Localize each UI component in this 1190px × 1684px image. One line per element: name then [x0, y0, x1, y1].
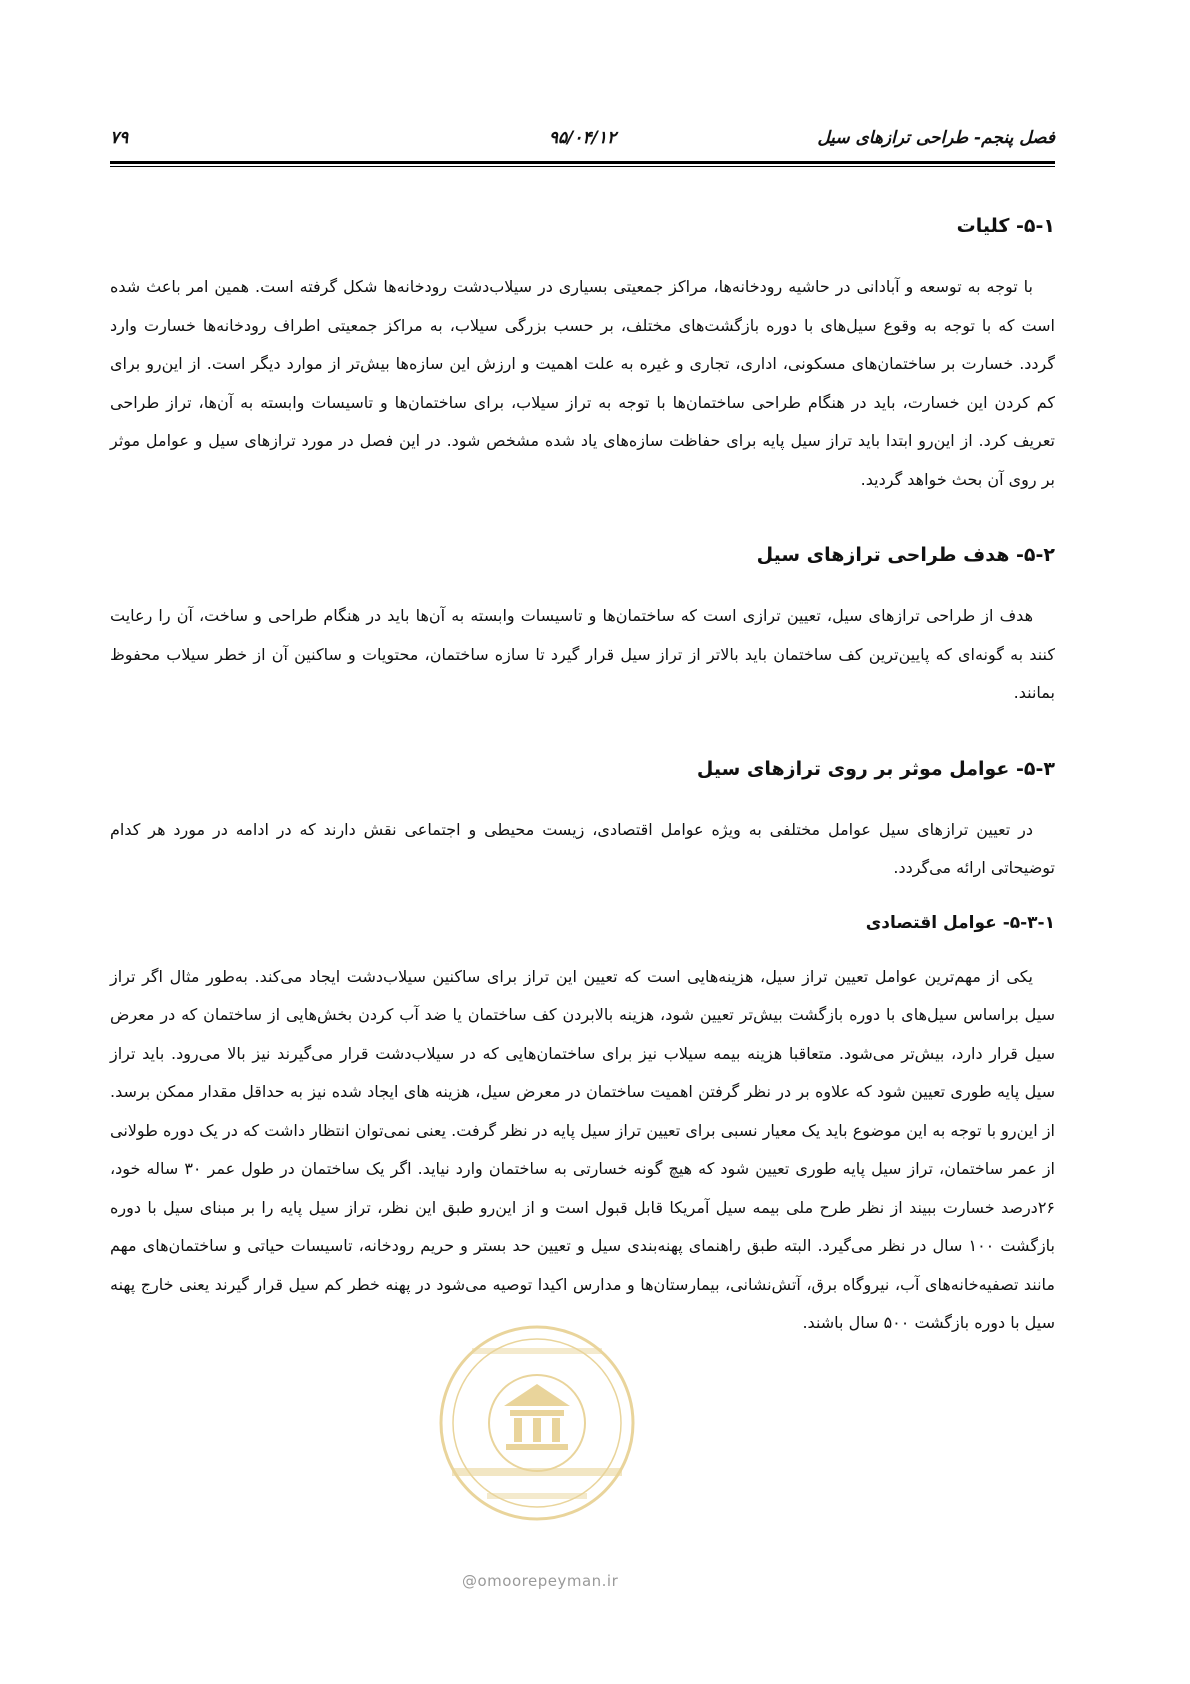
section-body-design-goal: هدف از طراحی ترازهای سیل، تعیین ترازی است که ساختمان‌ها و تاسیسات وابسته به آن‌ها باید در هنگام طراحی و ساخت، آن را رعایت کنند به گونه‌ای که پایین‌ترین کف ساختمان باید بالاتر از تراز سیل قرار گیرد تا سازه ساختمان، محتویات و ساکنین آن از خطر سیلاب محفوظ بمانند. — [110, 606, 1055, 702]
section-heading-general: ۵-۱- کلیات — [956, 215, 1055, 237]
document-date: ۹۵/۰۴/۱۲ — [548, 128, 617, 148]
header-rule-thin — [110, 166, 1055, 167]
watermark-url: @omoorepeyman.ir — [462, 1572, 619, 1590]
page-content — [110, 212, 1055, 1343]
watermark-seal-icon — [432, 1318, 642, 1548]
section-body-general: با توجه به توسعه و آبادانی در حاشیه رودخانه‌ها، مراکز جمعیتی بسیاری در سیلاب‌دشت رودخانه‌ها شکل گرفته است. همین امر باعث شده است که با توجه به وقوع سیل‌های با دوره بازگشت‌های مختلف، بر حسب بزرگی سیلاب، به مراکز جمعیتی اطراف رودخانه‌ها خسارت وارد گردد. خسارت بر ساختمان‌های مسکونی، اداری، تجاری و غیره به علت اهمیت و ارزش این سازه‌ها بیش‌تر از موارد دیگر است. از این‌رو برای کم کردن این خسارت، باید در هنگام طراحی ساختمان‌ها با توجه به تراز سیلاب، برای ساختمان‌ها و تاسیسات وابسته به آن‌ها، تراز طراحی تعریف کرد. از این‌رو ابتدا باید تراز سیل پایه برای حفاظت سازه‌های یاد شده مشخص شود. در این فصل در مورد ترازهای سیل و عوامل موثر بر روی آن بحث خواهد گردید. — [110, 277, 1055, 489]
header-rule-thick — [110, 161, 1055, 164]
section-heading-factors: ۵-۳- عوامل موثر بر روی ترازهای سیل — [696, 757, 1055, 780]
chapter-title: فصل پنجم- طراحی ترازهای سیل — [817, 128, 1055, 148]
section-body-factors: در تعیین ترازهای سیل عوامل مختلفی به ویژه عوامل اقتصادی، زیست محیطی و اجتماعی نقش دارند که در ادامه در مورد هر کدام توضیحاتی ارائه می‌گردد. — [110, 819, 1055, 877]
page-number: ۷۹ — [110, 128, 129, 148]
page-header — [110, 128, 1055, 152]
section-heading-design-goal: ۵-۲- هدف طراحی ترازهای سیل — [756, 544, 1055, 566]
subsection-body-economic: یکی از مهم‌ترین عوامل تعیین تراز سیل، هزینه‌هایی است که تعیین این تراز برای ساکنین سیلاب‌دشت ایجاد می‌کند. به‌طور مثال اگر تراز سیل براساس سیل‌های با دوره بازگشت بیش‌تر تعیین شود، هزینه بالابردن کف ساختمان یا ضد آب کردن بخش‌هایی از ساختمان که در معرض سیل قرار دارد، بیش‌تر می‌شود. متعاقبا هزینه بیمه سیلاب نیز برای ساختمان‌هایی که در سیلاب‌دشت قرار می‌گیرند نیز بالا می‌رود. باید تراز سیل پایه طوری تعیین شود که علاوه بر در نظر گرفتن اهمیت ساختمان در معرض سیل، هزینه های ایجاد شده نیز به حداقل مقدار ممکن برسد. از این‌رو با توجه به این موضوع باید یک معیار نسبی برای تعیین تراز سیل پایه در نظر گرفت. یعنی نمی‌توان انتظار داشت که در یک دوره طولانی از عمر ساختمان، تراز سیل پایه طوری تعیین شود که هیچ گونه خسارتی به ساختمان وارد نیاید. اگر یک ساختمان در طول عمر ۳۰ ساله خود، ۲۶درصد خسارت ببیند از نظر طرح ملی بیمه سیل آمریکا قابل قبول است و از این‌رو طبق این نظر، تراز سیل پایه را بر مبنای سیل با دوره بازگشت ۱۰۰ سال در نظر می‌گیرد. البته طبق راهنمای پهنه‌بندی سیل و تعیین حد بستر و حریم رودخانه، تاسیسات حیاتی و ساختمان‌های مهم مانند تصفیه‌خانه‌های آب، نیروگاه برق، آتش‌نشانی، بیمارستان‌ها و مدارس اکیدا توصیه می‌شود در پهنه خطر کم سیل قرار گیرند یعنی خارج پهنه سیل با دوره بازگشت ۵۰۰ سال باشند. — [110, 966, 1055, 1332]
subsection-heading-economic: ۵-۳-۱- عوامل اقتصادی — [865, 912, 1055, 933]
